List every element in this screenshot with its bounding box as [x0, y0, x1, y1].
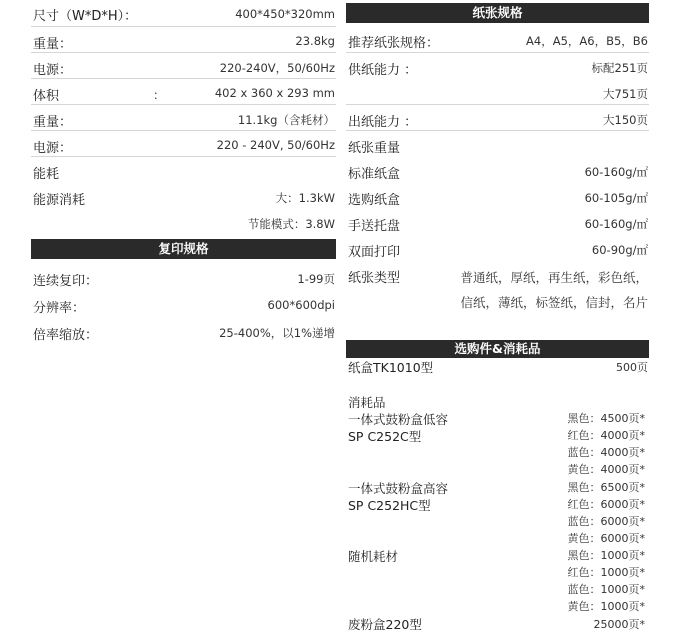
waste-toner-label: 废粉盒220型	[348, 617, 422, 632]
bundled-consumables-name: 随机耗材	[348, 549, 399, 564]
spec-value: 11.1kg（含耗材）	[237, 113, 335, 127]
spec-label: 电源：	[33, 63, 73, 78]
spec-value: A4，A5，A6，B5，B6	[526, 34, 648, 48]
spec-value: 220 - 240V, 50/60Hz	[216, 138, 335, 152]
spec-label: 尺寸（W*D*H）：	[33, 9, 138, 24]
spec-value: 25-400%，以1%递增	[219, 326, 335, 340]
yield-value: 黄色：4000页*	[567, 463, 645, 476]
yield-value: 红色：6000页*	[567, 498, 645, 511]
spec-label: 选购纸盒	[348, 193, 401, 208]
spec-row-zoom	[31, 318, 336, 345]
spec-value: 60-105g/㎡	[584, 191, 648, 205]
consumables-title: 消耗品	[348, 395, 386, 410]
low-capacity-model: SP C252C型	[348, 429, 422, 444]
spec-colon: ：	[153, 88, 166, 102]
spec-row-bypass-tray	[346, 209, 649, 235]
yield-value: 黑色：6500页*	[567, 481, 645, 494]
spec-label: 能源消耗	[33, 193, 86, 208]
spec-row-energy	[31, 157, 336, 183]
spec-label: 纸张类型	[348, 271, 401, 286]
yield-value: 蓝色：6000页*	[567, 515, 645, 528]
spec-row-size	[31, 0, 336, 27]
spec-row-standard-tray	[346, 157, 649, 183]
spec-row-feed-capacity-max	[346, 79, 649, 105]
tray-label: 纸盒TK1010型	[348, 360, 434, 375]
spec-row-volume	[31, 79, 336, 105]
spec-value: 400*450*320mm	[235, 7, 335, 21]
spec-row-resolution	[31, 291, 336, 318]
spec-label: 重量：	[33, 115, 73, 130]
spec-label: 能耗	[33, 167, 60, 182]
spec-value: 大：1.3kW	[275, 191, 335, 205]
high-capacity-model: SP C252HC型	[348, 498, 431, 513]
yield-value: 黄色：6000页*	[567, 532, 645, 545]
yield-value: 黄色：1000页*	[567, 600, 645, 613]
spec-row-optional-tray	[346, 183, 649, 209]
spec-row-weight	[31, 27, 336, 53]
spec-label: 倍率缩放：	[33, 328, 99, 343]
spec-value: 23.8kg	[295, 34, 335, 48]
spec-value: 60-90g/㎡	[591, 243, 648, 257]
left-spec-column	[31, 0, 336, 345]
low-capacity-name: 一体式鼓粉盒低容	[348, 412, 449, 427]
spec-row-output-capacity	[346, 105, 649, 131]
high-capacity-name: 一体式鼓粉盒高容	[348, 481, 449, 496]
spec-row-paper-weight	[346, 131, 649, 157]
options-consumables-header: 选购件&消耗品	[346, 340, 649, 358]
waste-toner-value: 25000页*	[593, 618, 645, 631]
yield-value: 蓝色：1000页*	[567, 583, 645, 596]
spec-label: 分辨率：	[33, 301, 86, 316]
spec-row-paper-types	[346, 261, 649, 313]
spec-value: 60-160g/㎡	[584, 165, 648, 179]
spec-label: 体积	[33, 89, 60, 104]
spec-value: 节能模式：3.8W	[247, 217, 335, 231]
spec-label: 出纸能力 ：	[348, 115, 418, 130]
spec-value: 标配251页	[591, 61, 648, 75]
spec-label: 纸张重量	[348, 141, 401, 156]
spec-label: 双面打印	[348, 245, 401, 260]
spec-label: 重量：	[33, 37, 73, 52]
spec-value: 1-99页	[297, 272, 335, 286]
spec-row-weight-consumables	[31, 105, 336, 131]
yield-value: 红色：4000页*	[567, 429, 645, 442]
copy-spec-header: 复印规格	[31, 239, 336, 259]
spec-value: 大150页	[603, 113, 648, 127]
spec-row-energy-consumption	[31, 183, 336, 209]
yield-value: 红色：1000页*	[567, 566, 645, 579]
spec-row-power-2	[31, 131, 336, 157]
paper-spec-header: 纸张规格	[346, 3, 649, 23]
spec-label: 标准纸盒	[348, 167, 401, 182]
spec-row-feed-capacity	[346, 53, 649, 79]
spec-row-paper-sizes	[346, 26, 649, 53]
spec-value: 大751页	[603, 87, 648, 101]
consumables-list	[346, 357, 649, 634]
spec-row-duplex	[346, 235, 649, 261]
spec-label: 推荐纸张规格：	[348, 36, 440, 51]
spec-row-continuous-copy	[31, 264, 336, 291]
yield-value: 黑色：1000页*	[567, 549, 645, 562]
spec-value: 220-240V，50/60Hz	[219, 61, 335, 75]
spec-value: 普通纸，厚纸，再生纸，彩色纸，	[460, 270, 648, 285]
spec-value: 信纸，薄纸，标签纸，信封，名片	[460, 295, 648, 310]
right-spec-column	[346, 0, 649, 632]
spec-value: 402 x 360 x 293 mm	[214, 86, 335, 100]
spec-row-energy-saving	[31, 209, 336, 235]
spec-label: 电源：	[33, 141, 73, 156]
yield-value: 黑色：4500页*	[567, 412, 645, 425]
spec-label: 连续复印：	[33, 274, 99, 289]
tray-value: 500页	[616, 361, 648, 374]
spec-label: 手送托盘	[348, 219, 401, 234]
spec-value: 600*600dpi	[267, 298, 335, 312]
spec-value: 60-160g/㎡	[584, 217, 648, 231]
spec-label: 供纸能力 ：	[348, 63, 418, 78]
spec-row-power	[31, 53, 336, 79]
yield-value: 蓝色：4000页*	[567, 446, 645, 459]
